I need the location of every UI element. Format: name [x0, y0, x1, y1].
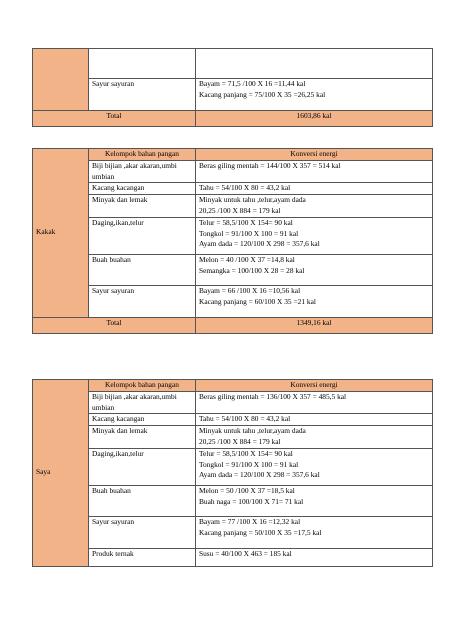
table-row — [33, 160, 433, 183]
column-header-energy: Konversi energi — [196, 380, 433, 392]
table-row — [33, 183, 433, 195]
conversion-cell: Minyak untuk tahu ,telur,ayam dada 20,25 /100 X 884 = 179 kal — [196, 426, 433, 449]
table-row — [33, 516, 433, 548]
food-group: Produk ternak — [89, 548, 196, 566]
table-row — [33, 217, 433, 254]
food-group: Minyak dan lemak — [89, 426, 196, 449]
table-row — [33, 426, 433, 449]
food-group: Buah buahan — [89, 254, 196, 285]
person-label: Kakak — [33, 149, 89, 318]
food-group: Sayur sayuran — [89, 285, 196, 317]
person-label: Saya — [33, 380, 89, 567]
table-header — [33, 149, 433, 161]
total-value: 1349,16 kal — [196, 317, 433, 333]
table-header — [33, 380, 433, 392]
conversion-cell: Beras giling mentah = 136/100 X 357 = 485,5 kal — [196, 391, 433, 414]
conversion-cell: Tahu = 54/100 X 80 = 43,2 kal — [196, 414, 433, 426]
column-header-energy: Konversi energi — [196, 149, 433, 161]
conversion-cell: Beras giling mentah = 144/100 X 357 = 514 kal — [196, 160, 433, 183]
total-row — [33, 317, 433, 333]
conversion-cell: Melon = 50 /100 X 37 =18,5 kal Buah naga = 100/100 X 71= 71 kal — [196, 485, 433, 516]
food-group: Daging,ikan,telur — [89, 448, 196, 485]
conversion-cell: Bayam = 71,5 /100 X 16 =11,44 kal Kacang panjang = 75/100 X 35 =26,25 kal — [196, 79, 433, 111]
column-header-group: Kelompok bahan pangan — [89, 149, 196, 161]
conversion-cell: Tahu = 54/100 X 80 = 43,2 kal — [196, 183, 433, 195]
table-row — [33, 285, 433, 317]
table-row — [33, 79, 433, 111]
food-group: Sayur sayuran — [89, 79, 196, 111]
food-group: Daging,ikan,telur — [89, 217, 196, 254]
conversion-cell: Bayam = 77 /100 X 16 =12,32 kal Kacang panjang = 50/100 X 35 =17,5 kal — [196, 516, 433, 548]
energy-table-prev — [32, 48, 433, 127]
total-label: Total — [33, 317, 196, 333]
energy-table-kakak — [32, 148, 433, 334]
total-value: 1603,86 kal — [196, 111, 433, 127]
table-row — [33, 448, 433, 485]
food-group: Kacang kacangan — [89, 414, 196, 426]
table-row — [33, 548, 433, 566]
food-group: Sayur sayuran — [89, 516, 196, 548]
table-row — [33, 391, 433, 414]
table-row — [33, 254, 433, 285]
table-row — [33, 414, 433, 426]
conversion-cell: Melon = 40 /100 X 37 =14,8 kal Semangka = 100/100 X 28 = 28 kal — [196, 254, 433, 285]
table-row — [33, 485, 433, 516]
energy-table-saya — [32, 379, 433, 567]
conversion-cell: Telur = 58,5/100 X 154= 90 kal Tongkol = 91/100 X 100 = 91 kal Ayam dada = 120/100 X 298 = 357,6 kal — [196, 448, 433, 485]
table-row — [33, 195, 433, 218]
conversion-cell: Bayam = 66 /100 X 16 =10,56 kal Kacang panjang = 60/100 X 35 =21 kal — [196, 285, 433, 317]
conversion-cell: Telur = 58,5/100 X 154= 90 kal Tongkol = 91/100 X 100 = 91 kal Ayam dada = 120/100 X 298 = 357,6 kal — [196, 217, 433, 254]
food-group: Biji bijian ,akar akaran,umbi umbian — [89, 391, 196, 414]
food-group: Biji bijian ,akar akaran,umbi umbian — [89, 160, 196, 183]
food-group: Buah buahan — [89, 485, 196, 516]
food-group: Minyak dan lemak — [89, 195, 196, 218]
total-row — [33, 111, 433, 127]
food-group: Kacang kacangan — [89, 183, 196, 195]
side-cell-prev — [33, 49, 89, 111]
total-label: Total — [33, 111, 196, 127]
conversion-cell: Minyak untuk tahu ,telur,ayam dada 20,25 /100 X 884 = 179 kal — [196, 195, 433, 218]
conversion-cell: Susu = 40/100 X 463 = 185 kal — [196, 548, 433, 566]
column-header-group: Kelompok bahan pangan — [89, 380, 196, 392]
